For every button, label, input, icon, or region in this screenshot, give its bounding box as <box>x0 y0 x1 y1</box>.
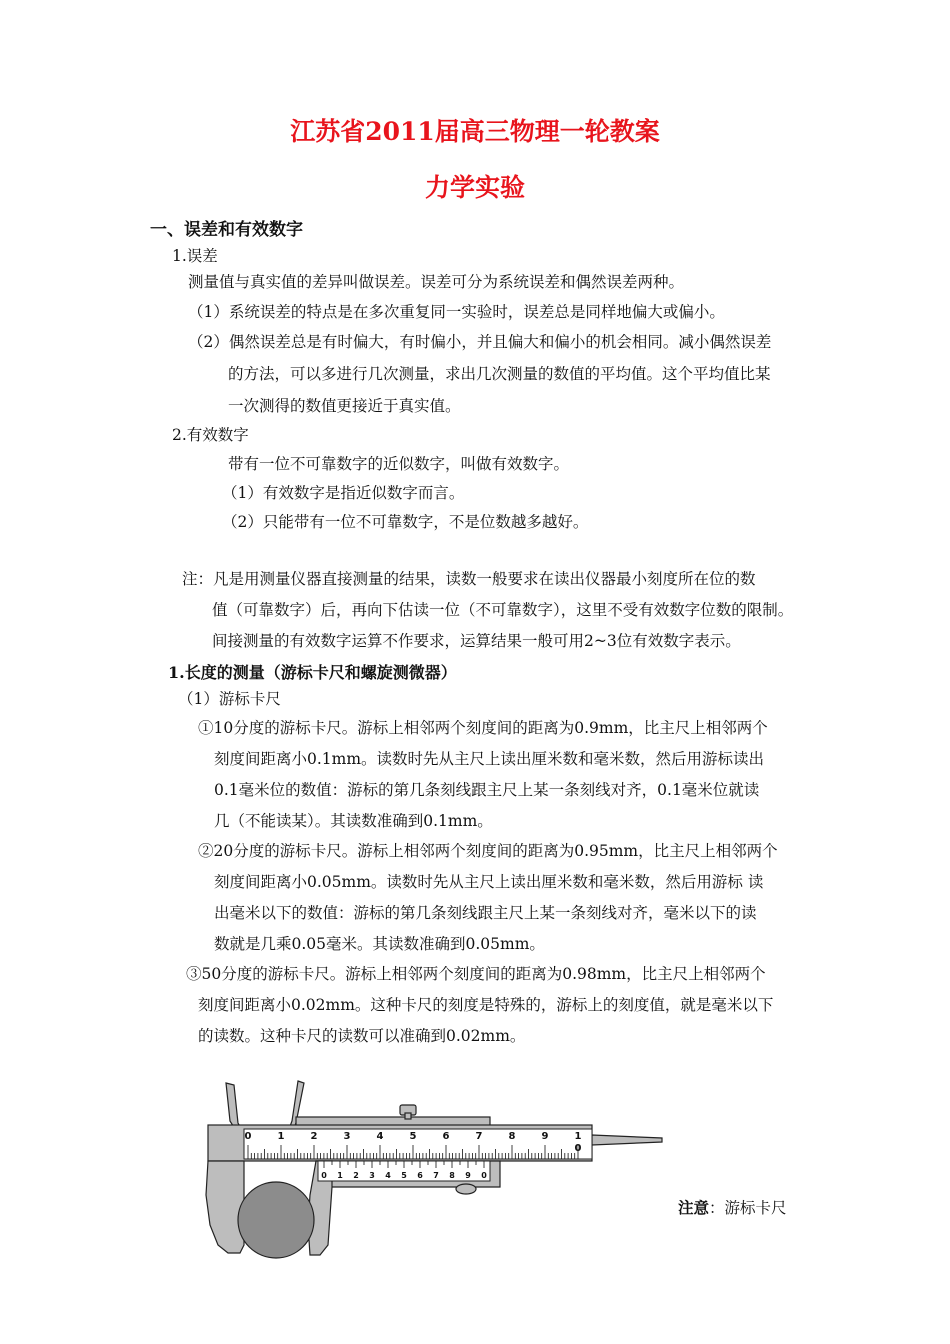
section-heading-error: 一、误差和有效数字 <box>150 220 303 240</box>
note-line-3: 间接测量的有效数字运算不作要求，运算结果一般可用2~3位有效数字表示。 <box>212 632 741 650</box>
vernier-scale-label: 4 <box>385 1171 391 1180</box>
vernier-scale-label: 8 <box>449 1171 455 1180</box>
error-definition: 测量值与真实值的差异叫做误差。误差可分为系统误差和偶然误差两种。 <box>188 273 685 291</box>
sig-figures-definition: 带有一位不可靠数字的近似数字，叫做有效数字。 <box>228 455 570 473</box>
note-line-2: 值（可靠数字）后，再向下估读一位（不可靠数字），这里不受有效数字位数的限制。 <box>212 601 794 619</box>
main-scale-label: 3 <box>343 1131 351 1142</box>
vernier-scale-label: 1 <box>337 1171 343 1180</box>
para-10-div-line-4: 几（不能读某）。其读数准确到0.1mm。 <box>214 812 493 830</box>
para-10-div-line-2: 刻度间距离小0.1mm。读数时先从主尺上读出厘米数和毫米数，然后用游标读出 <box>214 750 765 768</box>
depth-rod <box>592 1135 662 1145</box>
measured-ball <box>238 1182 314 1258</box>
main-scale-label: 8 <box>508 1131 516 1142</box>
error-heading: 1.误差 <box>172 247 218 265</box>
error-item-1: （1）系统误差的特点是在多次重复同一实验时，误差总是同样地偏大或偏小。 <box>188 303 725 321</box>
para-20-div-line-1: ②20分度的游标卡尺。游标上相邻两个刻度间的距离为0.95mm，比主尺上相邻两个 <box>198 842 778 860</box>
para-10-div-line-1: ①10分度的游标卡尺。游标上相邻两个刻度间的距离为0.9mm，比主尺上相邻两个 <box>198 719 768 737</box>
para-50-div-line-3: 的读数。这种卡尺的读数可以准确到0.02mm。 <box>198 1027 526 1045</box>
para-50-div-line-2: 刻度间距离小0.02mm。这种卡尺的刻度是特殊的，游标上的刻度值，就是毫米以下 <box>198 996 774 1014</box>
vernier-scale-label: 3 <box>369 1171 375 1180</box>
para-10-div-line-3: 0.1毫米位的数值：游标的第几条刻线跟主尺上某一条刻线对齐，0.1毫米位就读 <box>214 781 760 799</box>
main-scale-label: 5 <box>409 1131 417 1142</box>
vernier-scale-label: 7 <box>433 1171 439 1180</box>
main-scale-label: 6 <box>442 1131 450 1142</box>
main-scale-label: 1 <box>574 1131 582 1142</box>
lower-fixed-jaw <box>206 1161 244 1253</box>
vernier-scale-label: 5 <box>401 1171 407 1180</box>
vernier-subheading: （1）游标卡尺 <box>178 690 281 708</box>
vernier-scale-label: 2 <box>353 1171 359 1180</box>
main-scale-label-sub: 0 <box>574 1143 582 1154</box>
para-20-div-line-4: 数就是几乘0.05毫米。其读数准确到0.05mm。 <box>214 935 545 953</box>
section-heading-length: 1.长度的测量（游标卡尺和螺旋测微器） <box>168 663 457 682</box>
document-title: 江苏省2011届高三物理一轮教案 <box>290 117 660 146</box>
document-subtitle: 力学实验 <box>424 173 525 202</box>
main-scale-label: 1 <box>277 1131 285 1142</box>
note-caption-bold: 注意 <box>678 1198 710 1217</box>
main-scale-label: 4 <box>376 1131 384 1142</box>
thumb-wheel <box>456 1184 476 1194</box>
main-scale-label: 7 <box>475 1131 483 1142</box>
main-scale-label: 2 <box>310 1131 318 1142</box>
note-caption-text: ：游标卡尺 <box>709 1199 787 1217</box>
error-item-2-line-3: 一次测得的数值更接近于真实值。 <box>228 397 461 415</box>
para-20-div-line-2: 刻度间距离小0.05mm。读数时先从主尺上读出厘米数和毫米数，然后用游标 读 <box>214 873 764 891</box>
para-50-div-line-1: ③50分度的游标卡尺。游标上相邻两个刻度间的距离为0.98mm，比主尺上相邻两个 <box>186 965 766 983</box>
sig-figures-item-2: （2）只能带有一位不可靠数字，不是位数越多越好。 <box>222 513 589 531</box>
vernier-caliper-figure <box>200 1075 670 1275</box>
main-scale-label: 0 <box>244 1131 252 1142</box>
error-item-2-line-2: 的方法，可以多进行几次测量，求出几次测量的数值的平均值。这个平均值比某 <box>228 365 771 383</box>
error-item-2-line-1: （2）偶然误差总是有时偏大，有时偏小，并且偏大和偏小的机会相同。减小偶然误差 <box>188 333 772 351</box>
note-caption <box>678 1198 787 1218</box>
vernier-scale-label: 6 <box>417 1171 423 1180</box>
note-line-1: 注：凡是用测量仪器直接测量的结果，读数一般要求在读出仪器最小刻度所在位的数 <box>182 570 756 588</box>
vernier-scale-label: 0 <box>321 1171 327 1180</box>
vernier-scale-label: 0 <box>481 1171 487 1180</box>
vernier-scale-label: 9 <box>465 1171 471 1180</box>
para-20-div-line-3: 出毫米以下的数值：游标的第几条刻线跟主尺上某一条刻线对齐，毫米以下的读 <box>214 904 757 922</box>
main-scale-label: 9 <box>541 1131 549 1142</box>
main-scale-strip <box>244 1129 592 1159</box>
sig-figures-heading: 2.有效数字 <box>172 426 249 444</box>
sig-figures-item-1: （1）有效数字是指近似数字而言。 <box>222 484 465 502</box>
